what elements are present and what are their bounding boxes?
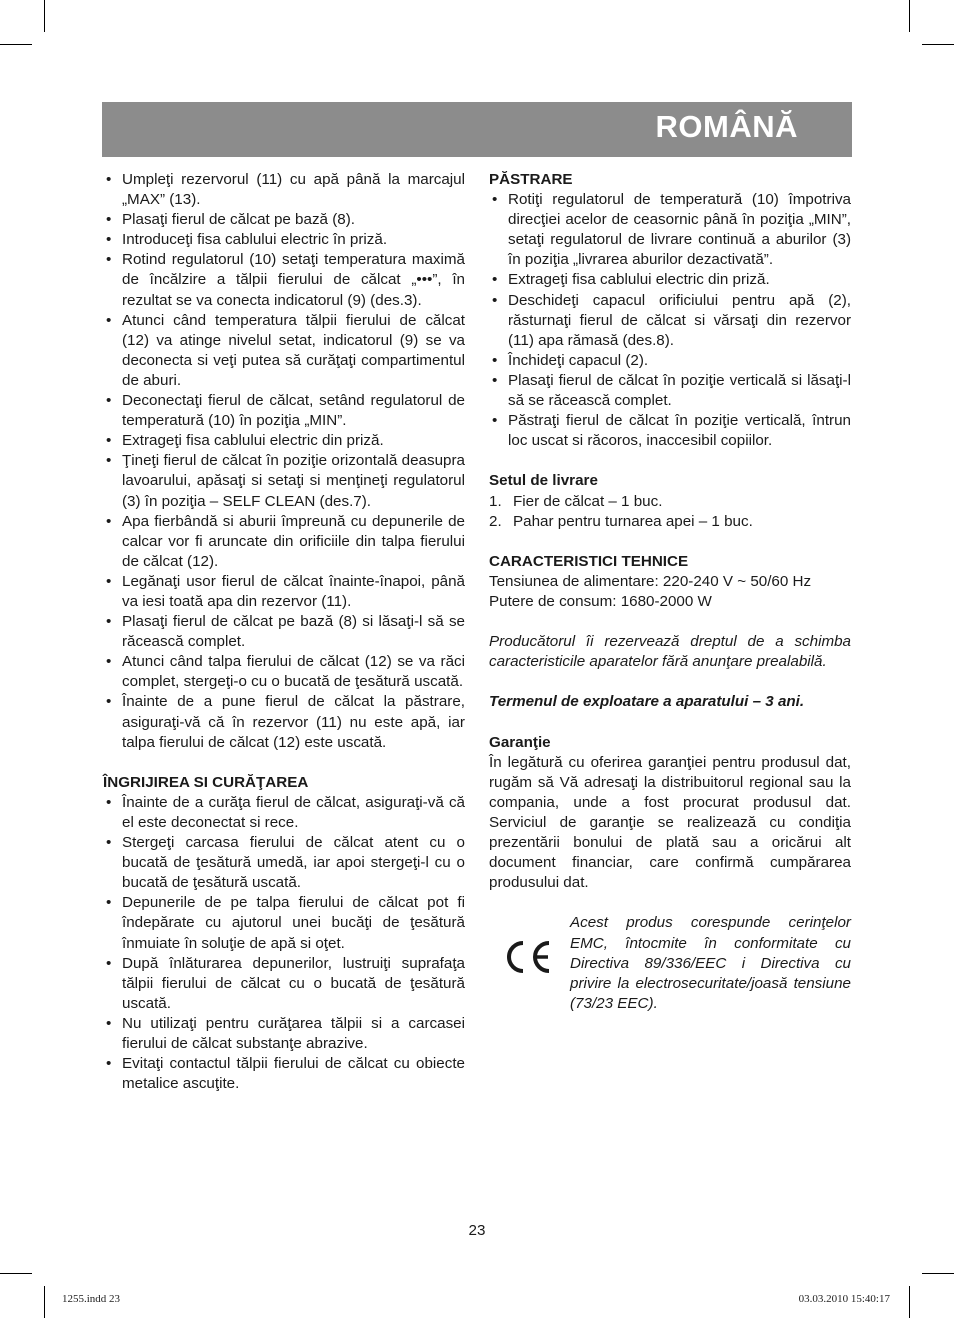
- storage-list: [489, 190, 851, 451]
- item-number: 2.: [489, 512, 502, 530]
- list-item: [489, 492, 851, 512]
- spec-power: Putere de consum: 1680-2000 W: [489, 592, 712, 610]
- slug-date: 03.03.2010 15:40:17: [798, 1293, 890, 1305]
- disclaimer: Producătorul îi rezervează dreptul de a schimba caracteristicile aparatelor fără anunţare prealabilă.: [489, 633, 851, 671]
- left-column: [103, 170, 465, 1094]
- crop-mark: [0, 1273, 32, 1274]
- warranty-heading: Garanţie: [489, 733, 551, 751]
- slug-file: 1255.indd 23: [62, 1293, 121, 1305]
- list-item: • Evitaţi contactul tălpii fierului de călcat cu obiecte metalice ascuţite.: [103, 1054, 465, 1094]
- item-text: Pahar pentru turnarea apei – 1 buc.: [513, 512, 753, 530]
- delivery-heading: Setul de livrare: [489, 472, 598, 490]
- list-item: • Rotind regulatorul (10) setaţi temperatura maximă de încălzire a tălpii fierului de călcat „•••”, în rezultat se va conecta indicatorul (9) (des.3).: [103, 250, 465, 310]
- list-item: • Atunci când temperatura tălpii fierului de călcat (12) va atinge nivelul setat, indicatorul (9) se va deconecta si veţi putea să curăţaţi compartimentul de aburi.: [103, 311, 465, 391]
- spec-voltage: Tensiunea de alimentare: 220-240 V ~ 50/60 Hz: [489, 572, 812, 590]
- warranty-text: În legătură cu oferirea garanţiei pentru produsul dat, rugăm să Vă adresaţi la distribuitorul regional sau la compania, unde a fost procurat produsul dat. Serviciul de garanţie se realizează cu condiţia prezentării bonului de plată sau a oricărui alt document financiar, care confirmă cumpărarea produsului dat.: [489, 753, 851, 892]
- list-item: • Înainte de a pune fierul de călcat la păstrare, asiguraţi-vă că în rezervor (11) nu este apă, iar talpa fierului de călcat (12) este uscată.: [103, 692, 465, 752]
- list-item: • Umpleţi rezervorul (11) cu apă până la marcajul „MAX” (13).: [103, 170, 465, 210]
- crop-mark: [44, 1286, 45, 1318]
- ce-compliance-text: Acest produs corespunde cerinţelor EMC, întocmite în conformitate cu Directiva 89/336/EEC i Directiva cu privire la electrosecuritate/joasă tensiune (73/23 EEC).: [570, 914, 851, 1012]
- list-item: • Închideţi capacul (2).: [489, 351, 851, 371]
- right-column: [489, 170, 851, 1013]
- crop-mark: [0, 44, 32, 45]
- usage-list: [103, 170, 465, 753]
- ce-mark-icon: [503, 939, 553, 975]
- list-item: • Plasaţi fierul de călcat pe bază (8).: [103, 210, 465, 230]
- page-number: 23: [468, 1222, 486, 1239]
- list-item: [489, 512, 851, 532]
- crop-mark: [44, 0, 45, 32]
- item-number: 1.: [489, 492, 502, 510]
- specs-heading: CARACTERISTICI TEHNICE: [489, 552, 689, 570]
- item-text: Fier de călcat – 1 buc.: [513, 492, 663, 510]
- list-item: • Plasaţi fierul de călcat în poziţie verticală si lăsaţi-l să se răcească complet.: [489, 371, 851, 411]
- care-list: [103, 793, 465, 1094]
- list-item: • Depunerile de pe talpa fierului de călcat pot fi îndepărate cu ajutorul unei bucăţi de ţesătură înmuiate în soluţie de apă si oţet.: [103, 893, 465, 953]
- list-item: • Stergeţi carcasa fierului de călcat atent cu o bucată de ţesătură umedă, iar apoi stergeţi-l cu o bucată de ţesătură uscată.: [103, 833, 465, 893]
- list-item: • Introduceţi fisa cablului electric în priză.: [103, 230, 465, 250]
- list-item: • Apa fierbândă si aburii împreună cu depunerile de calcar vor fi aruncate din orificiile din talpa fierului de călcat (12).: [103, 512, 465, 572]
- storage-heading: PĂSTRARE: [489, 171, 573, 188]
- list-item: • Înainte de a curăţa fierul de călcat, asiguraţi-vă că el este deconectat si rece.: [103, 793, 465, 833]
- list-item: • Rotiţi regulatorul de temperatură (10) împotriva direcţiei acelor de ceasornic până în poziţia „MIN”, setaţi regulatorul de livrare continuă a aburilor (3) în poziţia „livrarea aburilor dezactivată”.: [489, 190, 851, 270]
- list-item: • Legănaţi usor fierul de călcat înainte-înapoi, până va iesi toată apa din rezervor (11).: [103, 572, 465, 612]
- header-bar: [102, 102, 852, 157]
- list-item: • Deconectaţi fierul de călcat, setând regulatorul de temperatură (10) în poziţia „MIN”.: [103, 391, 465, 431]
- list-item: • Extrageţi fisa cablului electric din priză.: [489, 270, 851, 290]
- page-title: ROMÂNĂ: [655, 109, 798, 144]
- lifetime-note: Termenul de exploatare a aparatului – 3 ani.: [489, 693, 805, 711]
- list-item: • Deschideţi capacul orificiului pentru apă (2), răsturnaţi fierul de călcat si vărsaţi din rezervor (11) apa rămasă (des.8).: [489, 291, 851, 351]
- crop-mark: [922, 44, 954, 45]
- crop-mark: [922, 1273, 954, 1274]
- delivery-list: [489, 492, 851, 532]
- list-item: • Plasaţi fierul de călcat pe bază (8) si lăsaţi-l să se răcească complet.: [103, 612, 465, 652]
- care-heading: ÎNGRIJIREA SI CURĂŢAREA: [103, 773, 309, 791]
- list-item: • Ţineţi fierul de călcat în poziţie orizontală deasupra lavoarului, apăsaţi si setaţi si menţineţi regulatorul (3) în poziţia – SELF CLEAN (des.7).: [103, 451, 465, 511]
- list-item: • După înlăturarea depunerilor, lustruiţi suprafaţa tălpii fierului de călcat cu o bucată de ţesătură uscată.: [103, 954, 465, 1014]
- ce-section: [489, 913, 851, 1013]
- crop-mark: [909, 1286, 910, 1318]
- list-item: • Atunci când talpa fierului de călcat (12) se va răci complet, stergeţi-o cu o bucată de ţesătură uscată.: [103, 652, 465, 692]
- list-item: • Păstraţi fierul de călcat în poziţie verticală, întrun loc uscat si răcoros, inaccesibil copiilor.: [489, 411, 851, 451]
- list-item: • Nu utilizaţi pentru curăţarea tălpii si a carcasei fierului de călcat substanţe abrazive.: [103, 1014, 465, 1054]
- list-item: • Extrageţi fisa cablului electric din priză.: [103, 431, 465, 451]
- crop-mark: [909, 0, 910, 32]
